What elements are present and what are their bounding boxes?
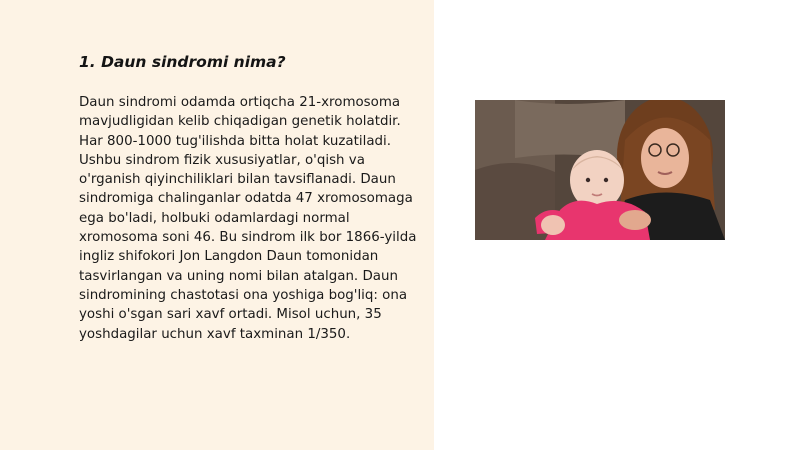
slide-paragraph: Daun sindromi odamda ortiqcha 21-xromosoma mavjudligidan kelib chiqadigan genetik holatdir. Har 800-1000 tug'ilishda bitta holat kuzatiladi. Ushbu sindrom fizik xususiyatlar, o'qish va o'rganish qiyinchiliklari bilan tavsiflanadi. Daun sindromiga chalinganlar odatda 47 xromosomaga ega bo'ladi, holbuki odamlardagi normal xromosoma soni 46. Bu sindrom ilk bor 1866-yilda ingliz shifokori Jon Langdon Daun tomonidan tasvirlangan va uning nomi bilan atalgan. Daun sindromining chastotasi ona yoshiga bog'liq: ona yoshi o'sgan sari xavf ortadi. Misol uchun, 35 yoshdagilar uchun xavf taxminan 1/350.	[79, 95, 417, 342]
slide-title: 1. Daun sindromi nima?	[79, 53, 286, 71]
photo-mother-and-child	[475, 100, 725, 240]
